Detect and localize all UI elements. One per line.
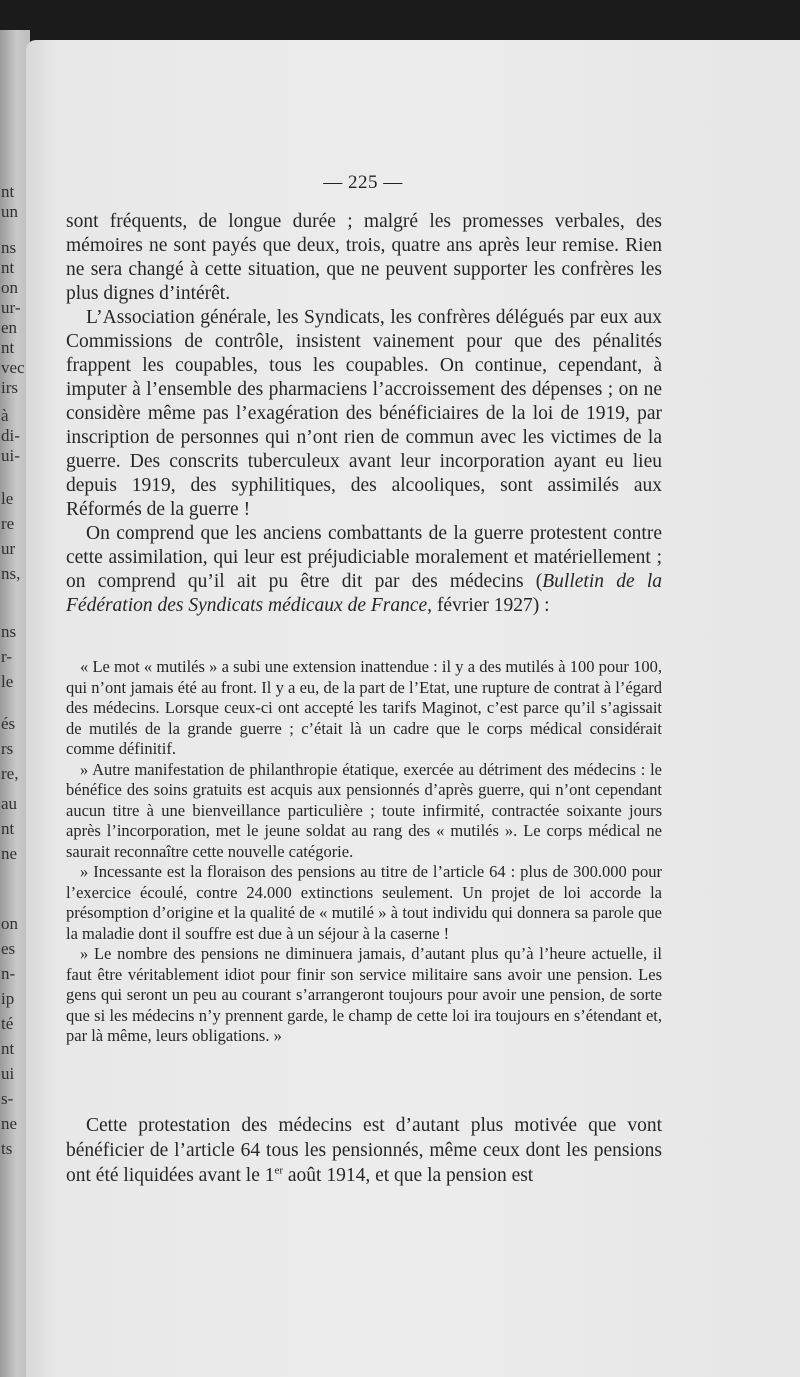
paragraph-1: sont fréquents, de longue durée ; malgré les promesses verbales, des mémoires ne sont payés que deux, trois, quatre ans après leur remise. Rien ne sera changé à cette situation, que ne peuvent supporter les confrères les plus dignes d’intérêt. xyxy=(66,211,662,304)
book-page xyxy=(26,40,800,1377)
quote-paragraph-4: » Le nombre des pensions ne diminuera jamais, d’autant plus qu’à l’heure actuelle, il faut être véritablement idiot pour finir son service militaire sans avoir une pension. Les gens qui seront un peu au courant s’arrangeront toujours pour avoir une pension, de sorte que si les médecins n’y prennent garde, le champ de cette loi ira toujours en s’étendant et, par là même, leurs obligations. » xyxy=(66,944,662,1045)
prev-page-fragment: s- xyxy=(1,1089,14,1108)
paragraph-3-date: février 1927) : xyxy=(432,595,550,616)
prev-page-fragment: nt xyxy=(1,819,15,838)
prev-page-fragment: rs xyxy=(1,739,14,758)
prev-page-fragment: vec xyxy=(1,358,25,377)
paragraph-3 xyxy=(66,522,662,618)
prev-page-fragment: ne xyxy=(1,844,18,863)
prev-page-fragment: r- xyxy=(1,647,12,666)
quote-paragraph-2: » Autre manifestation de philanthropie étatique, exercée au détriment des médecins : le bénéfice des soins gratuits est acquis aux pensionnés d’après guerre, qui n’ont cependant aucun titre à une bienveillance particulière ; toute infirmité, contractée soixante jours après l’incorporation, met le jeune soldat au rang des « mutilés ». Le corps médical ne saurait reconnaître cette nouvelle catégorie. xyxy=(66,759,662,861)
prev-page-fragment: ns, xyxy=(1,564,21,583)
prev-page-fragment: ui xyxy=(1,1064,15,1083)
block-quote xyxy=(66,657,662,1047)
prev-page-fragment: le xyxy=(1,672,14,691)
final-paragraph-end: août 1914, et que la pension est xyxy=(283,1165,534,1186)
prev-page-fragment: ns xyxy=(1,622,17,641)
prev-page-fragment: on xyxy=(1,278,18,297)
prev-page-fragment: n- xyxy=(1,964,16,983)
prev-page-fragment: nt xyxy=(1,258,15,277)
prev-page-fragment: di- xyxy=(1,426,20,445)
final-paragraph-text: Cette protestation des médecins est d’autant plus motivée que vont bénéficier de l’article 64 tous les pensionnés, même ceux dont les pensions ont été liquidées avant le 1 xyxy=(66,1115,662,1186)
main-text xyxy=(66,210,662,618)
prev-page-fragment: à xyxy=(1,406,9,425)
prev-page-fragment: ip xyxy=(1,989,15,1008)
ordinal-superscript: er xyxy=(274,1164,284,1177)
prev-page-fragment: on xyxy=(1,914,18,933)
prev-page-fragment: nt xyxy=(1,1039,15,1058)
prev-page-fragment: re, xyxy=(1,764,19,783)
prev-page-fragment: le xyxy=(1,489,14,508)
prev-page-fragment: ns xyxy=(1,238,17,257)
prev-page-fragment: ts xyxy=(1,1139,13,1158)
prev-page-fragment: té xyxy=(1,1014,14,1033)
prev-page-fragment: es xyxy=(1,939,16,958)
prev-page-fragment: nt xyxy=(1,182,15,201)
bulletin-citation: Bulletin de la Fédération des Syndicats médicaux de France, xyxy=(66,571,663,616)
prev-page-fragment: ur- xyxy=(1,298,21,317)
prev-page-fragment: re xyxy=(1,514,15,533)
paragraph-2: L’Association générale, les Syndicats, les confrères délégués par eux aux Commissions de contrôle, insistent vainement pour que des pénalités frappent les coupables, tous les coupables. On continue, cependant, à imputer à l’ensemble des pharmaciens l’accroissement des dépenses ; on ne considère même pas l’exagération des bénéficiaires de la loi de 1919, par inscription de personnes qui n’ont rien de commun avec les victimes de la guerre. Des conscrits tuberculeux avant leur incorporation ayant eu lieu depuis 1919, des syphilitiques, des alcooliques, sont assimilés aux Réformés de la guerre ! xyxy=(66,307,662,520)
page-number: — 225 — xyxy=(323,172,403,193)
prev-page-fragment: és xyxy=(1,714,16,733)
prev-page-fragment: au xyxy=(1,794,18,813)
prev-page-fragment: un xyxy=(1,202,18,221)
prev-page-fragment: en xyxy=(1,318,18,337)
closing-text xyxy=(66,1113,662,1188)
paragraph-3-text: On comprend que les anciens combattants de la guerre protestent contre cette assimilation, qui leur est préjudiciable moralement et matériellement ; on comprend qu’il ait pu être dit par des médecins ( xyxy=(66,523,662,592)
prev-page-fragment: ne xyxy=(1,1114,18,1133)
prev-page-fragment: irs xyxy=(1,378,18,397)
final-paragraph xyxy=(66,1113,662,1188)
quote-paragraph-1: « Le mot « mutilés » a subi une extension inattendue : il y a des mutilés à 100 pour 100, qui n’ont jamais été au front. Il y a eu, de la part de l’Etat, une rupture de contrat à l’égard des médecins. Lorsque ceux-ci ont accepté les tarifs Maginot, c’est parce qu’il s’agissait de mutilés de la grande guerre ; c’était là un cadre que le corps médical considérait comme définitif. xyxy=(66,657,662,758)
quote-paragraph-3: » Incessante est la floraison des pensions au titre de l’article 64 : plus de 300.000 pour l’exercice écoulé, contre 24.000 extinctions seulement. Un projet de loi accorde la présomption d’origine et la qualité de « mutilé » à tout individu qui donnera sa parole que la maladie dont il souffre est due à un séjour à la caserne ! xyxy=(66,862,662,943)
prev-page-fragment: ur xyxy=(1,539,16,558)
prev-page-fragment: ui- xyxy=(1,446,20,465)
prev-page-fragment: nt xyxy=(1,338,15,357)
